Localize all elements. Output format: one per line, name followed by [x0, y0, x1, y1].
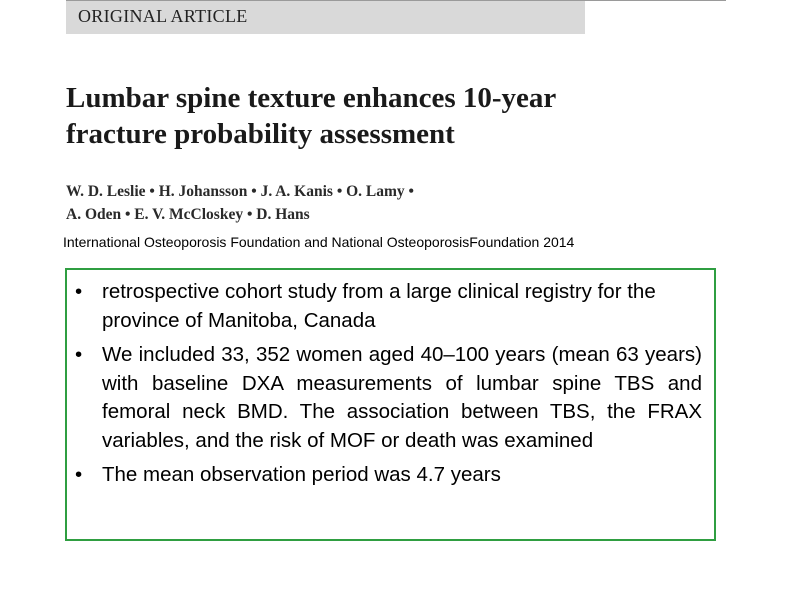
author-list	[66, 180, 414, 226]
author-line: A. Oden • E. V. McCloskey • D. Hans	[66, 206, 310, 223]
summary-box	[65, 268, 716, 541]
summary-bullet-list	[75, 278, 702, 496]
bullet-dot-icon: •	[75, 343, 83, 366]
summary-bullet-text: retrospective cohort study from a large clinical registry for the province of Manitoba, Canada	[102, 280, 656, 332]
publisher-line: International Osteoporosis Foundation and National OsteoporosisFoundation 2014	[63, 234, 575, 250]
summary-bullet	[75, 278, 702, 335]
summary-bullet	[75, 341, 702, 455]
article-title-line: fracture probability assessment	[66, 118, 455, 150]
bullet-dot-icon: •	[75, 463, 83, 486]
article-title-line: Lumbar spine texture enhances 10-year	[66, 82, 557, 114]
summary-bullet	[75, 461, 702, 490]
article-title	[66, 80, 726, 152]
section-label: ORIGINAL ARTICLE	[78, 6, 248, 26]
summary-bullet-text: The mean observation period was 4.7 years	[102, 463, 501, 486]
author-line: W. D. Leslie • H. Johansson • J. A. Kanis • O. Lamy •	[66, 183, 414, 200]
summary-bullet-text: We included 33, 352 women aged 40–100 years (mean 63 years) with baseline DXA measurements of lumbar spine TBS and femoral neck BMD. The association between TBS, the FRAX variables, and the risk of MOF or death was examined	[102, 343, 702, 452]
bullet-dot-icon: •	[75, 280, 83, 303]
